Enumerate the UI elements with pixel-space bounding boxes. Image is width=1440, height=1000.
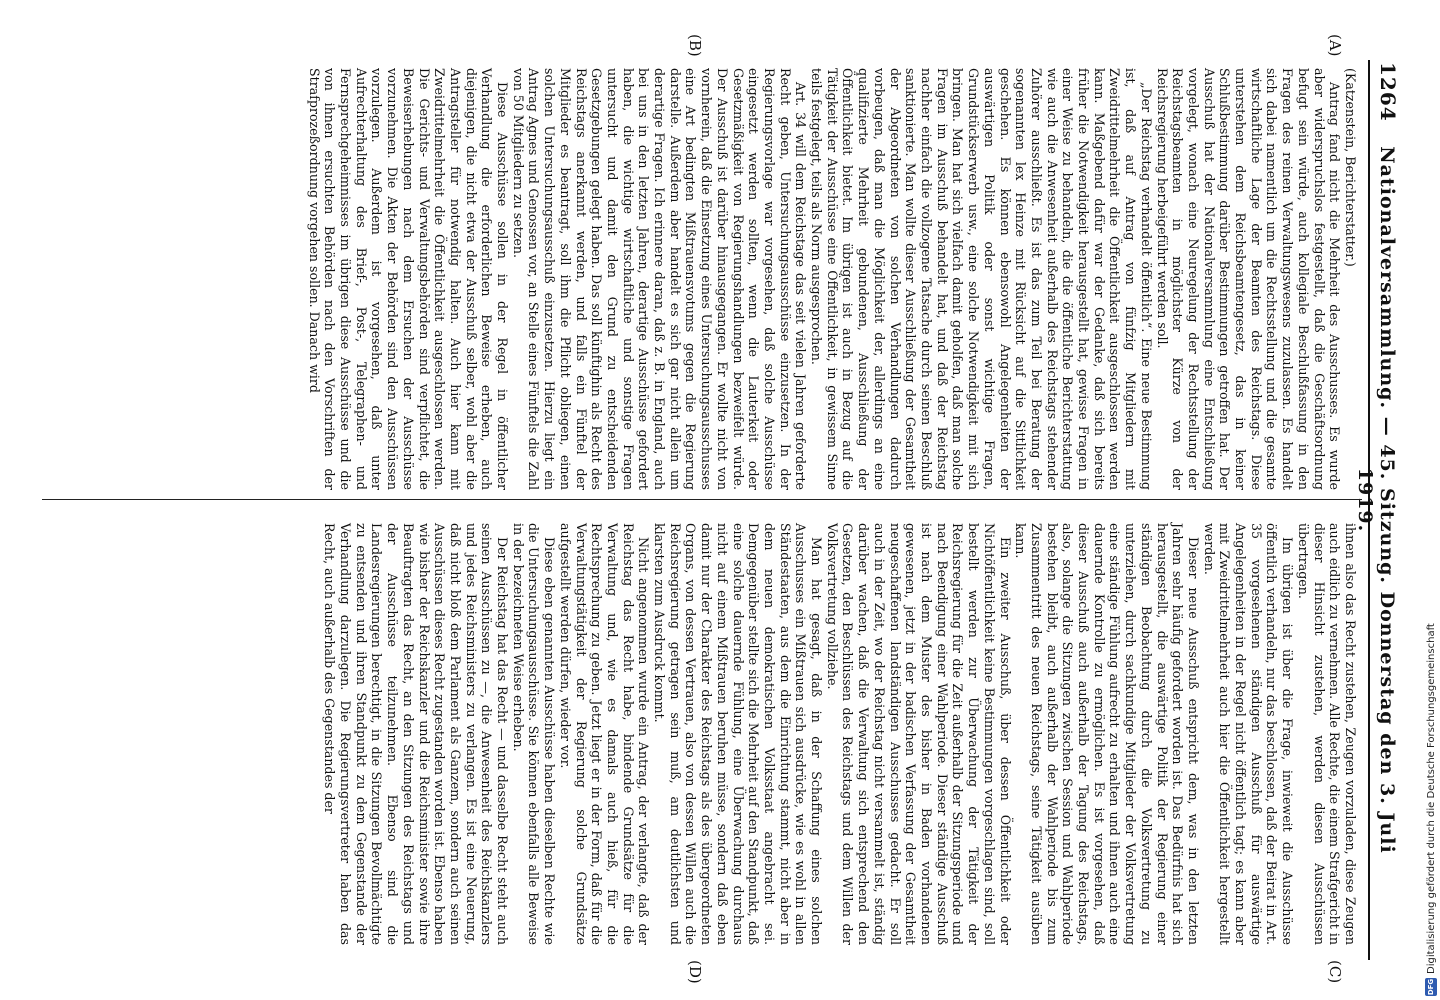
margin-mark-c: (C) xyxy=(1326,960,1344,984)
paragraph: „Der Reichstag verhandelt öffentlich“. Eine neue Bestimmung ist, daß auf Antrag von fünfzig Mitgliedern mit Zweidrittelmehrheit die Öffentlichkeit ausgeschlossen werden kann. Maßgebend dafür war der Gedanke, daß sich bereits früher die Notwendigkeit herausgestellt hat, gewisse Fragen in einer Weise zu behandeln, die die öffentliche Berichterstattung wie auch die Anwesenheit außerhalb des Reichstags stehender Zuhörer ausschließt. Es ist das zum Teil bei Beratung der sogenannten lex Heinze mit Rücksicht auf die Sittlichkeit geschehen. Es können ebensowohl Angelegenheiten der auswärtigen Politik oder sonst wichtige Fragen, Grundstückserwerb usw., eine solche Notwendigkeit mit sich bringen. Man hat sich vielfach damit geholfen, daß man solche Fragen im Ausschuß behandelt hat, und daß der Reichstag nachher einfach die vollzogene Tatsache durch seinen Beschluß sanktionierte. Man wollte dieser Ausschließung der Gesamtheit der Abgeordneten von solchen Verhandlungen dadurch vorbeugen, daß man die Möglichkeit der, allerdings an eine qualifizierte Mehrheit gebundenen, Ausschließung der Öffentlichkeit bietet. Im übrigen ist auch in Bezug auf die Tätigkeit der Ausschüsse eine Öffentlichkeit, in gewissem Sinne teils festgelegt, teils als Norm ausgesprochen. xyxy=(809,68,1154,490)
paragraph: Antrag fand nicht die Mehrheit des Ausschusses. Es wurde aber widerspruchslos festgestellt, daß die Geschäftsordnung befugt sein würde, auch kollegiale Beschlußfassung in den Fragen des reinen Verwaltungswesens zuzulassen. Es handelt sich dabei namentlich um die Rechtsstellung und die gesamte wirtschaftliche Lage der Beamten des Reichstags. Diese unterstehen dem Reichsbeamtengesetz, das in keiner Schlußbestimmung darüber Bestimmungen getroffen hat. Der Ausschuß hat der Nationalversammlung eine Entschließung vorgelegt, wonach eine Neuregelung der Rechtsstellung der Reichstagsbeamten in möglichster Kürze von der Reichsregierung herbeigeführt werden soll. xyxy=(1154,68,1343,490)
header-rule xyxy=(1368,60,1370,960)
margin-mark-a: (A) xyxy=(1326,34,1344,57)
page-header xyxy=(1354,0,1404,1000)
paragraph: ihnen also das Recht zustehen, Zeugen vorzuladen, diese Zeugen auch eidlich zu vernehmen. Alle Rechte, die einem Strafgericht in dieser Hinsicht zustehen, werden diesen Ausschüssen übertragen. xyxy=(1295,523,1358,945)
running-header: Nationalversammlung. — 45. Sitzung. Donnerstag den 3. Juli 1919. xyxy=(1354,146,1398,854)
paragraph: Art. 34 will dem Reichstage das seit vielen Jahren geforderte Recht geben, Untersuchungsausschüsse einzusetzen. In der Regierungsvorlage war vorgesehen, daß solche Ausschüsse eingesetzt werden sollten, wenn die Lauterkeit oder Gesetzmäßigkeit von Regierungshandlungen bezweifelt würde. Der Ausschuß ist darüber hinausgegangen. Er wollte nicht von vornherein, daß die Einsetzung eines Untersuchungsausschusses eine Art bedingten Mißtrauensvotums gegen die Regierung darstelle. Außerdem aber handelt es sich gar nicht allein um derartige Fragen. Ich erinnere daran, daß z. B. in England, auch bei uns in den letzten Jahren, derartige Ausschüsse gefordert haben, die wichtige wirtschaftliche und sonstige Fragen untersucht und damit den Grund zu entscheidenden Gesetzgebungen gelegt haben. Das soll künftighin als Recht des Reichstags anerkannt werden, und falls ein Fünftel der Mitglieder es beantragt, soll ihm die Pflicht obliegen, einen solchen Untersuchungsausschuß einzusetzen. Hierzu liegt ein Antrag Agnes und Genossen vor, an Stelle eines Fünftels die Zahl von 50 Mitgliedern zu setzen. xyxy=(510,68,809,490)
margin-mark-d: (D) xyxy=(686,960,704,984)
paragraph: Diese Ausschüsse sollen in der Regel in öffentlicher Verhandlung die erforderlichen Beweise erheben, auch diejenigen, die nicht etwa der Ausschuß selber, wohl aber die Antragsteller für notwendig halten. Auch hier kann mit Zweidrittelmehrheit die Öffentlichkeit ausgeschlossen werden. Die Gerichts- und Verwaltungsbehörden sind verpflichtet, die Beweiserhebungen nach dem Ersuchen der Ausschüsse vorzunehmen. Die Akten der Behörden sind den Ausschüssen vorzulegen. Außerdem ist vorgesehen, daß unter Aufrechterhaltung des Brief-, Post-, Telegraphen- und Fernsprechgeheimnisses im übrigen diese Ausschüsse und die von ihnen ersuchten Behörden nach den Vorschriften der Strafprozeßordnung vorgehen sollen. Danach wird xyxy=(306,68,511,490)
paragraph: Diese eben genannten Ausschüsse haben dieselben Rechte wie die Untersuchungsausschüsse. Sie können ebenfalls alle Beweise in der bezeichneten Weise erheben. xyxy=(510,523,558,945)
margin-mark-b: (B) xyxy=(686,34,704,57)
left-text-column xyxy=(38,68,1358,490)
paragraph: Im übrigen ist über die Frage, inwieweit die Ausschüsse öffentlich verhandeln, nur das beschlossen, daß der Beirat in Art. 35 vorgesehenen ständigen Ausschuß für auswärtige Angelegenheiten in der Regel nicht öffentlich tagt; es kann aber mit Zweidrittelmehrheit auch hier die Öffentlichkeit hergestellt werden. xyxy=(1201,523,1296,945)
right-text-column xyxy=(38,523,1358,945)
paragraph: Dieser neue Ausschuß entspricht dem, was in den letzten Jahren sehr häufig gefordert worden ist. Das Bedürfnis hat sich herausgestellt, die auswärtige Politik der Regierung einer ständigen Beobachtung durch die Volksvertretung zu unterziehen, durch sachkundige Mitglieder der Volksvertretung eine ständige Fühlung aufrecht zu erhalten und ihnen auch eine dauernde Kontrolle zu ermöglichen. Es ist vorgesehen, daß dieser Ausschuß auch außerhalb der Tagung des Reichstags, also, solange die Sitzungen zwischen Session und Wahlperiode bestehen bleibt, auch außerhalb der Wahlperiode bis zum Zusammentritt des neuen Reichstags, seine Tätigkeit ausüben kann. xyxy=(1013,523,1201,945)
speaker-label: (Katzenstein, Berichterstatter.) xyxy=(1343,68,1358,267)
paragraph: Nicht angenommen wurde ein Antrag, der verlangte, daß der Reichstag das Recht habe, bindende Grundsätze für die Verwaltung und, wie es damals auch hieß, für die Rechtsprechung zu geben. Jetzt liegt er in der Form, daß für die Verwaltungstätigkeit der Regierung solche Grundsätze aufgestellt werden dürfen, wieder vor. xyxy=(557,523,652,945)
footer-credit: Digitalisierung gefördert durch die Deutsche Forschungsgemeinschaft xyxy=(1426,623,1437,974)
dfg-logo-icon: DFG xyxy=(1427,978,1435,996)
paragraph: Man hat gesagt, daß in der Schaffung eines solchen Ausschusses ein Mißtrauen sich ausdrücke, wie es wohl in allen Ständestaaten, aus dem die Einrichtung stammt, nicht aber in dem neuen demokratischen Volksstaat angebracht sei. Demgegenüber stellte sich die Mehrheit auf den Standpunkt, daß eine solche dauernde Fühlung, eine Überwachung durchaus nicht auf einem Mißtrauen beruhen müsse, sondern daß eben damit nur der Charakter des Reichstags als des übergeordneten Organs, von dessen Vertrauen, also von dessen Willen auch die Reichsregierung getragen sein muß, am deutlichsten und klarsten zum Ausdruck kommt. xyxy=(652,523,825,945)
paragraph: Ein zweiter Ausschuß, über dessen Öffentlichkeit oder Nichtöffentlichkeit keine Bestimmungen vorgeschlagen sind, soll bestellt werden zur Überwachung der Tätigkeit der Reichsregierung für die Zeit außerhalb der Sitzungsperiode und nach Beendigung einer Wahlperiode. Dieser ständige Ausschuß ist nach dem Muster des bisher in Baden vorhandenen gewesenen, jetzt in der badischen Verfassung der Gesamtheit neugeschaffenen landständigen Ausschusses gedacht. Er soll auch in der Zeit, wo der Reichstag nicht versammelt ist, ständig darüber wachen, daß die Verwaltung sich entsprechend den Gesetzen, den Beschlüssen des Reichstags und dem Willen der Volksvertretung vollziehe. xyxy=(824,523,1013,945)
page-number: 1264 xyxy=(1376,62,1400,122)
paragraph: Der Reichstag hat das Recht — und dasselbe Recht steht auch seinen Ausschüssen zu —, die Anwesenheit des Reichskanzlers und jedes Reichsministers zu verlangen. Es ist eine Neuerung, daß nicht bloß dem Parlament als Ganzem, sondern auch seinen Ausschüssen dieses Recht zugestanden worden ist. Ebenso haben wie bisher der Reichskanzler und die Reichsminister sowie ihre Beauftragten das Recht, an den Sitzungen des Reichstags und der Ausschüsse teilzunehmen. Ebenso sind die Landesregierungen berechtigt, in die Sitzungen Bevollmächtigte zu entsenden und ihren Standpunkt zu dem Gegenstande der Verhandlung darzulegen. Die Regierungsvertreter haben das Recht, auch außerhalb des Gegenstandes der xyxy=(322,523,511,945)
column-divider xyxy=(42,499,1362,500)
digitization-footer xyxy=(1424,0,1440,1000)
